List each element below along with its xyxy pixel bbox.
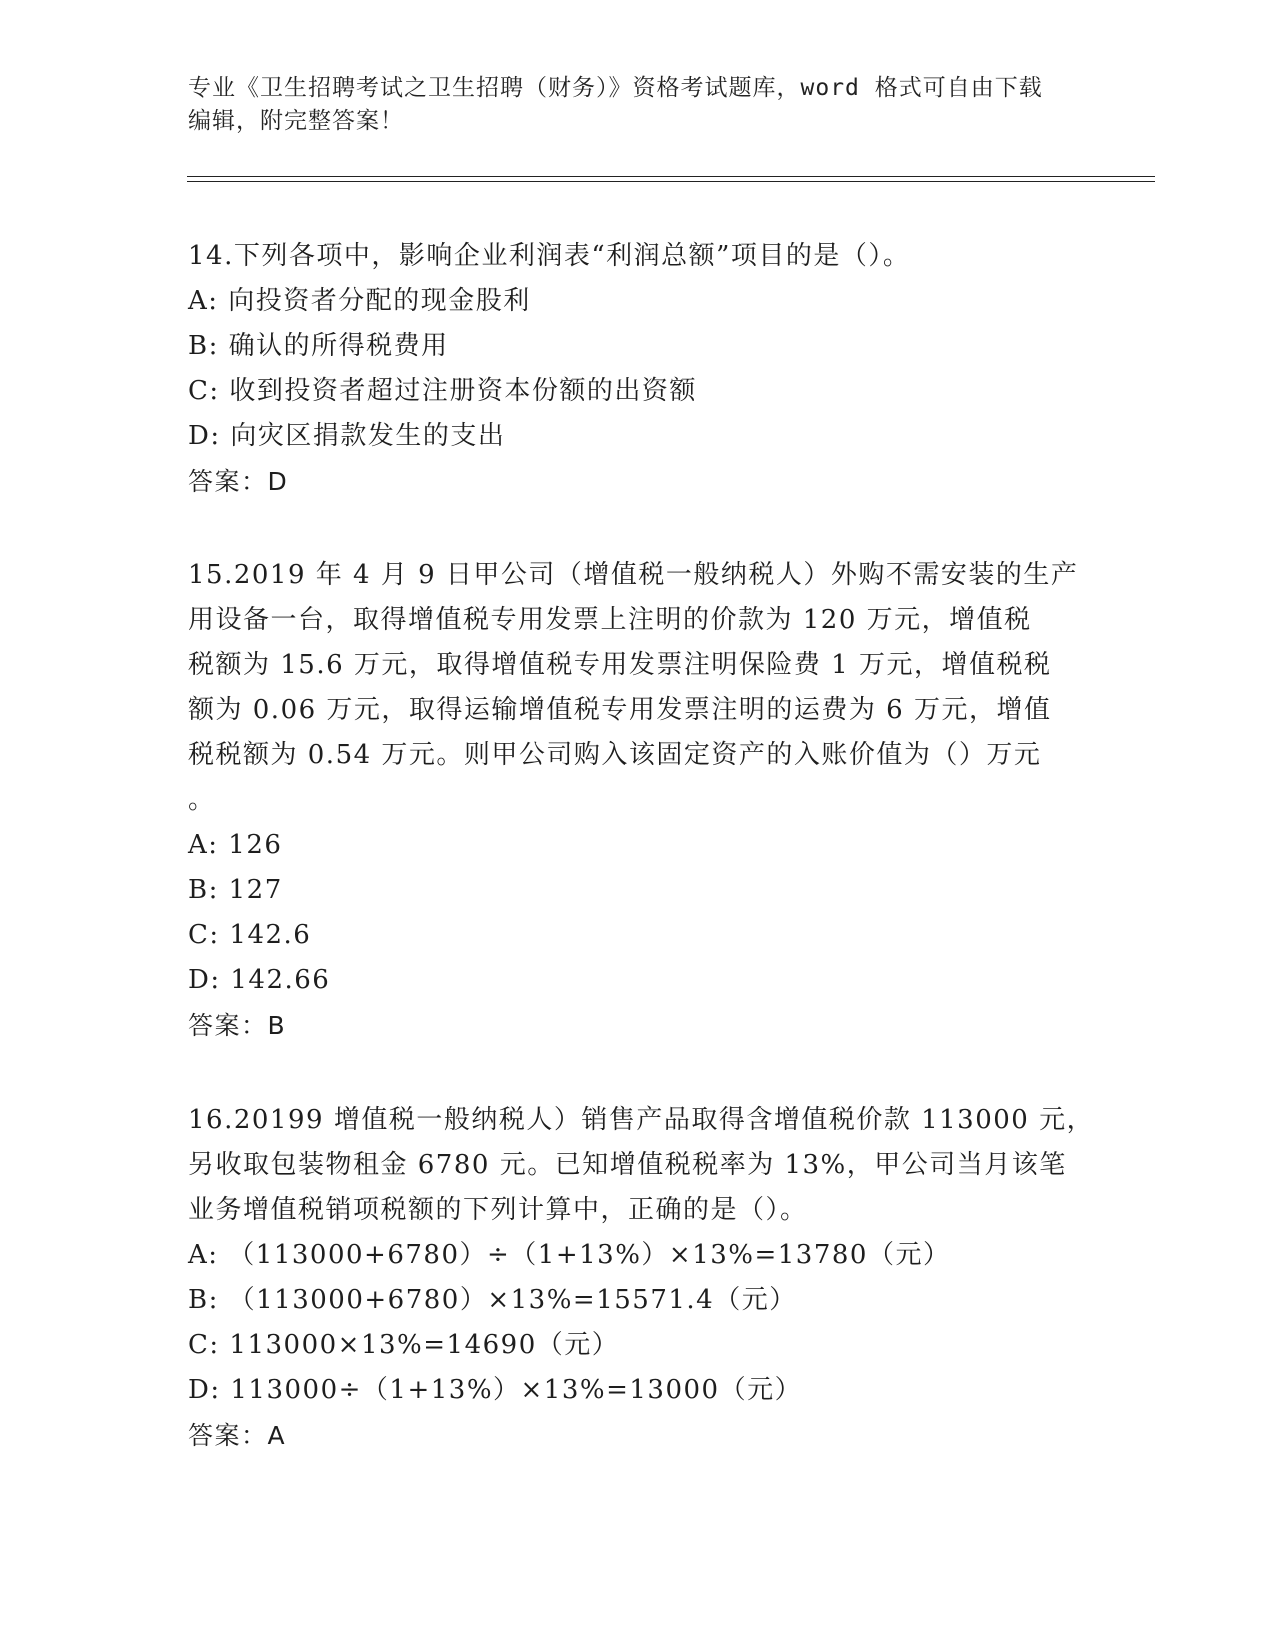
stem-line: 业务增值税销项税额的下列计算中，正确的是（）。: [188, 1195, 808, 1225]
option-b: B: 确认的所得税费用: [188, 331, 449, 361]
header-divider: [187, 176, 1155, 182]
stem-line: 16.20199 增值税一般纳税人）销售产品取得含增值税价款 113000 元，: [188, 1105, 1095, 1135]
option-d: D: 113000÷（1+13%）×13%=13000（元）: [188, 1375, 803, 1405]
question-stem: [188, 234, 1088, 279]
stem-line: 税税额为 0.54 万元。则甲公司购入该固定资产的入账价值为（）万元: [188, 740, 1042, 770]
question-stem: [188, 1098, 1095, 1233]
stem-line: 。: [188, 785, 216, 815]
stem-line: 税额为 15.6 万元，取得增值税专用发票注明保险费 1 万元，增值税税: [188, 650, 1052, 680]
option-c: C: 113000×13%=14690（元）: [188, 1330, 620, 1360]
stem-line: 14.下列各项中，影响企业利润表“利润总额”项目的是（）。: [188, 241, 911, 271]
option-d: D: 142.66: [188, 965, 331, 995]
header-line: 专业《卫生招聘考试之卫生招聘（财务）》资格考试题库，word 格式可自由下载: [188, 75, 1043, 101]
answer: 答案：D: [188, 467, 289, 496]
question-stem: [188, 553, 1088, 823]
document-header: [188, 72, 1088, 138]
option-a: A: 向投资者分配的现金股利: [188, 286, 531, 316]
stem-line: 额为 0.06 万元，取得运输增值税专用发票注明的运费为 6 万元，增值: [188, 695, 1052, 725]
option-a: A: 126: [188, 830, 283, 860]
answer: 答案：B: [188, 1011, 287, 1040]
question-15: [188, 553, 1088, 1049]
header-line: 编辑，附完整答案！: [188, 108, 404, 134]
stem-line: 用设备一台，取得增值税专用发票上注明的价款为 120 万元，增值税: [188, 605, 1032, 635]
option-c: C: 收到投资者超过注册资本份额的出资额: [188, 376, 697, 406]
option-b: B: （113000+6780）×13%=15571.4（元）: [188, 1285, 797, 1315]
option-c: C: 142.6: [188, 920, 312, 950]
question-16: [188, 1098, 1095, 1459]
answer: 答案：A: [188, 1421, 287, 1450]
stem-line: 另收取包装物租金 6780 元。已知增值税税率为 13%，甲公司当月该笔: [188, 1150, 1067, 1180]
option-b: B: 127: [188, 875, 283, 905]
option-d: D: 向灾区捐款发生的支出: [188, 421, 506, 451]
option-a: A: （113000+6780）÷（1+13%）×13%=13780（元）: [188, 1240, 951, 1270]
stem-line: 15.2019 年 4 月 9 日甲公司（增值税一般纳税人）外购不需安装的生产: [188, 560, 1079, 590]
question-14: [188, 234, 1088, 505]
